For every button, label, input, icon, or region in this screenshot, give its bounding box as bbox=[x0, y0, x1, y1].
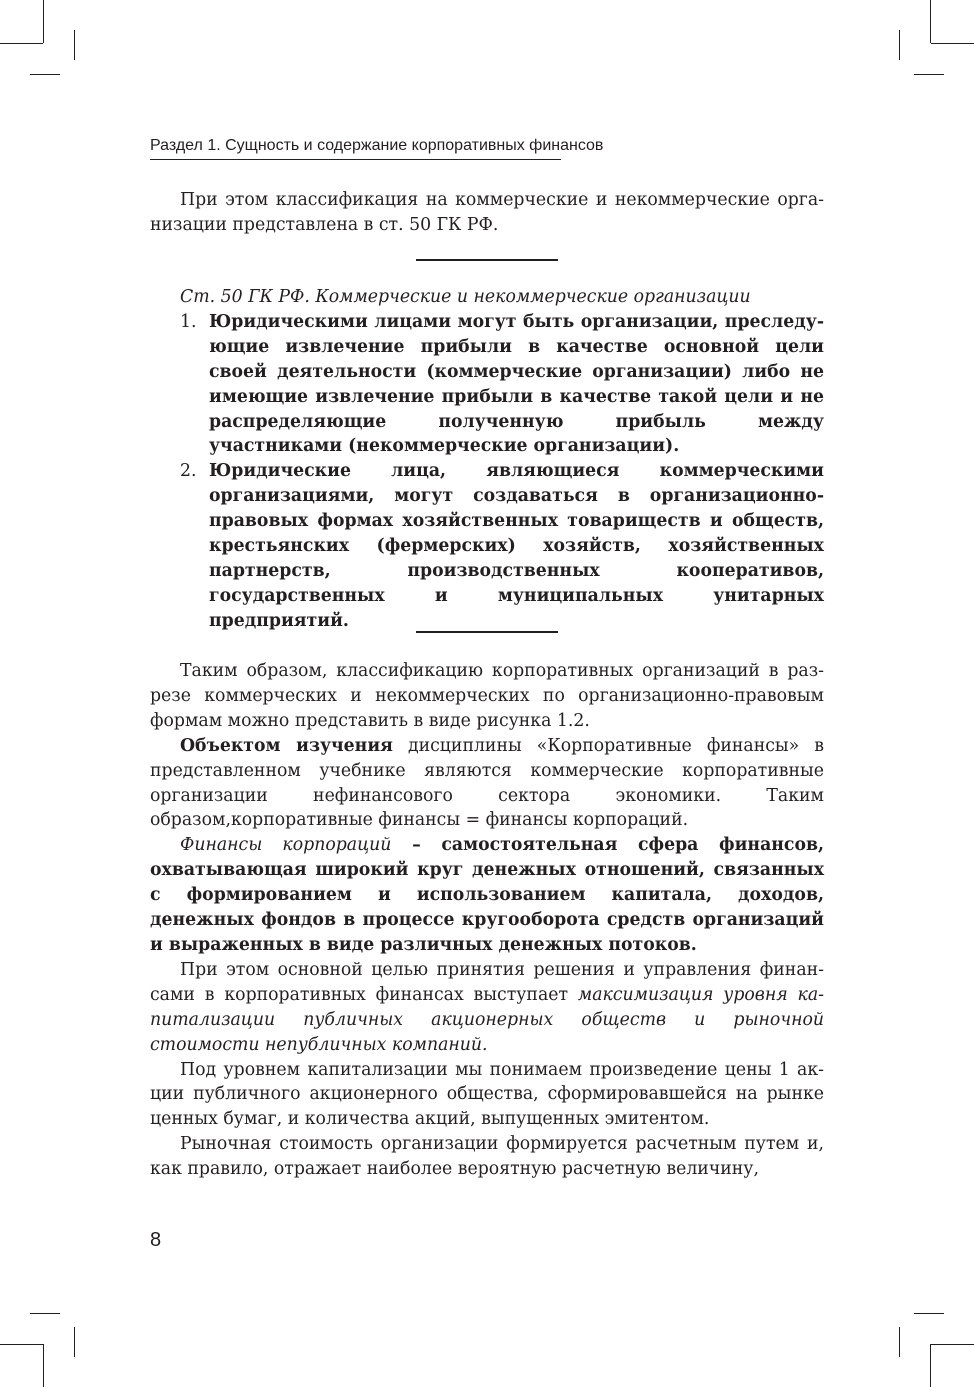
quote-item-text: Юридическими лицами могут быть организации, преследующие извлечение прибыли в качестве основной цели своей деятельности (коммерческие организации) либо не имеющие извлечение прибыли в качестве такой цели и не распределяющие полученную прибыль между участниками (некоммерческие организации). bbox=[209, 311, 824, 457]
definition-text: – самостоятельная сфера финансов, охватывающая широкий круг денежных отношений, связанных с формированием и использованием капитала, доходов, денежных фондов в процессе кругооборота средств организаций и выраженных в виде различных денежных потоков. bbox=[150, 835, 824, 955]
crop-mark-bottom-left-outer bbox=[0, 1344, 43, 1345]
crop-mark-bottom-left-vertical-inner bbox=[74, 1327, 75, 1357]
crop-mark-top-left-vertical-inner bbox=[74, 30, 75, 60]
quote-item bbox=[180, 310, 824, 459]
quote-item-text: Юридические лица, являющиеся коммерческими организациями, могут создаваться в организационно-правовых формах хозяйственных товариществ и обществ, крестьянских (фермерских) хозяйств, хозяйственных партнерств, производственных кооперативов, государственных и муниципальных унитарных предприятий. bbox=[209, 461, 824, 631]
paragraph bbox=[150, 734, 824, 834]
crop-mark-top-left-outer bbox=[0, 43, 43, 44]
quote-separator-top bbox=[416, 259, 558, 261]
crop-mark-bottom-right-outer bbox=[931, 1344, 974, 1345]
running-head-rule bbox=[150, 159, 561, 160]
page-number: 8 bbox=[150, 1229, 162, 1251]
intro-block bbox=[150, 188, 824, 238]
object-of-study-term: Объектом изучения bbox=[180, 735, 393, 756]
paragraph: Рыночная стоимость организации формируется расчетным путем и, как правило, отражает наиболее вероятную расчетную величину, bbox=[150, 1134, 824, 1180]
crop-mark-bottom-right-vertical-outer bbox=[930, 1344, 931, 1387]
quote-title: Ст. 50 ГК РФ. Коммерческие и некоммерческие организации bbox=[180, 287, 751, 307]
definition-paragraph bbox=[150, 833, 824, 958]
body-text bbox=[150, 659, 824, 1182]
crop-mark-bottom-right-inner bbox=[914, 1313, 944, 1314]
crop-mark-bottom-left-inner bbox=[30, 1313, 60, 1314]
paragraph bbox=[150, 958, 824, 1058]
crop-mark-top-left-inner bbox=[30, 74, 60, 75]
crop-mark-top-right-vertical-inner bbox=[899, 30, 900, 60]
crop-mark-top-left-vertical-outer bbox=[43, 0, 44, 43]
quote-separator-bottom bbox=[416, 631, 558, 633]
paragraph-text: дисциплины «Корпоративные финансы» в представленном учебнике являются коммерческие корпоративные организации нефинансового сектора экономики. Таким образом,корпоративные финансы = финансы корпораций. bbox=[150, 735, 824, 831]
quote-item bbox=[180, 459, 824, 633]
goal-emphasis: максимизация уровня капитализации публичных акционерных обществ и рыночной стоимости непубличных компаний. bbox=[150, 984, 824, 1055]
crop-mark-top-right-outer bbox=[931, 43, 974, 44]
quote-list bbox=[180, 310, 824, 634]
legal-quote bbox=[180, 285, 824, 634]
paragraph: Таким образом, классификацию корпоративных организаций в разрезе коммерческих и некоммерческих по организационно-правовым формам можно представить в виде рисунка 1.2. bbox=[150, 661, 824, 731]
paragraph-text: При этом основной целью принятия решения и управления финансами в корпоративных финансах выступает bbox=[150, 959, 824, 1005]
quote-item-number: 1. bbox=[180, 311, 197, 332]
quote-item-number: 2. bbox=[180, 461, 197, 482]
paragraph: Под уровнем капитализации мы понимаем произведение цены 1 акции публичного акционерного общества, сформировавшейся на рынке ценных бумаг, и количества акций, выпущенных эмитентом. bbox=[150, 1059, 824, 1130]
definition-term: Финансы корпораций bbox=[180, 835, 392, 856]
intro-paragraph: При этом классификация на коммерческие и некоммерческие организации представлена в ст. 50 ГК РФ. bbox=[150, 190, 824, 235]
running-head: Раздел 1. Сущность и содержание корпоративных финансов bbox=[150, 137, 604, 154]
crop-mark-bottom-left-vertical-outer bbox=[43, 1344, 44, 1387]
crop-mark-bottom-right-vertical-inner bbox=[899, 1327, 900, 1357]
crop-mark-top-right-vertical-outer bbox=[930, 0, 931, 43]
crop-mark-top-right-inner bbox=[914, 74, 944, 75]
